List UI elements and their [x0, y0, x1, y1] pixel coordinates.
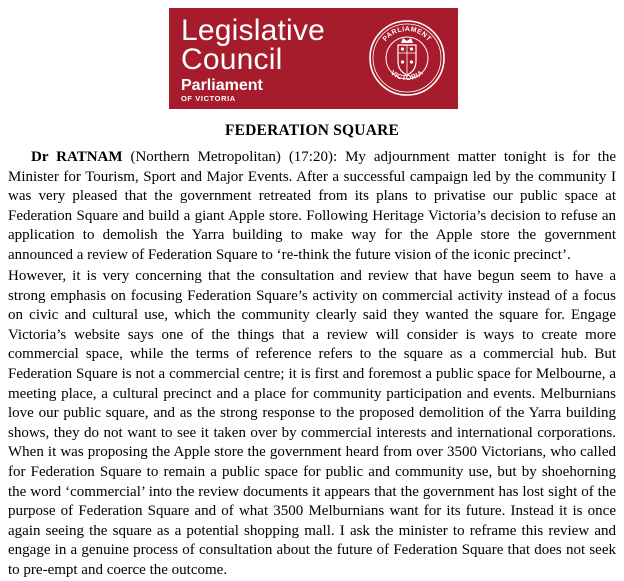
speaker-name: Dr RATNAM	[31, 149, 123, 165]
paragraph-2: However, it is very concerning that the consultation and review that have begun seem to have a strong emphasis on focusing Federation Square’s activity on commercial activity instead of a focus on civic and cultural use, which the community clearly said they wanted the square for. Engage Victoria’s website says one of the things that a review will consider is ways to create more commercial space, while the terms of reference refers to the square as a commercial hub. But Federation Square is not a commercial centre; it is first and foremost a public space for Melbourne, a meeting place, a cultural precinct and a place for community participation and events. Melburnians love our public square, and as the strong response to the proposed demolition of the Yarra building shows, they do not want to see it taken over by commercial interests and international corporations. When it was proposing the Apple store the government heard from over 3500 Victorians, who called for Federation Square to remain a public space for public and community use, but by shoehorning the word ‘commercial’ into the review documents it appears that the government has lost sight of the purpose of Federation Square and of what 3500 Melburnians want for its future. Instead it is once again seeing the square as a potential shopping mall. I ask the minister to reframe this review and engage in a genuine process of consultation about the future of Federation Square that does not seek to pre-empt and coerce the outcome.	[8, 268, 616, 578]
banner-subtitle-small: OF VICTORIA	[181, 94, 236, 103]
banner-title-line1: Legislative	[181, 14, 325, 47]
banner-subtitle: Parliament	[181, 77, 263, 94]
paragraph-1	[8, 148, 616, 266]
legislative-council-banner	[169, 8, 458, 109]
banner-text	[181, 16, 325, 103]
parliament-seal-icon	[368, 19, 446, 97]
page-title: FEDERATION SQUARE	[224, 122, 400, 139]
speaker-context: (Northern Metropolitan) (17:20):	[122, 149, 346, 165]
banner-title-line2: Council	[181, 43, 283, 76]
seal-text-top: PARLIAMENT	[381, 25, 433, 43]
seal-text-bottom: VICTORIA	[389, 69, 425, 83]
paragraph-1-body: My adjournment matter tonight is for the Minister for Tourism, Sport and Major Events. After a successful campaign led by the community I was very pleased that the government retreated from its plans to privatise our public space at Federation Square and build a giant Apple store. Following Heritage Victoria’s decision to refuse an application to demolish the Yarra building to make way for the Apple store the government announced a review of Federation Square to ‘re-think the future vision of the iconic precinct’.	[8, 149, 616, 263]
